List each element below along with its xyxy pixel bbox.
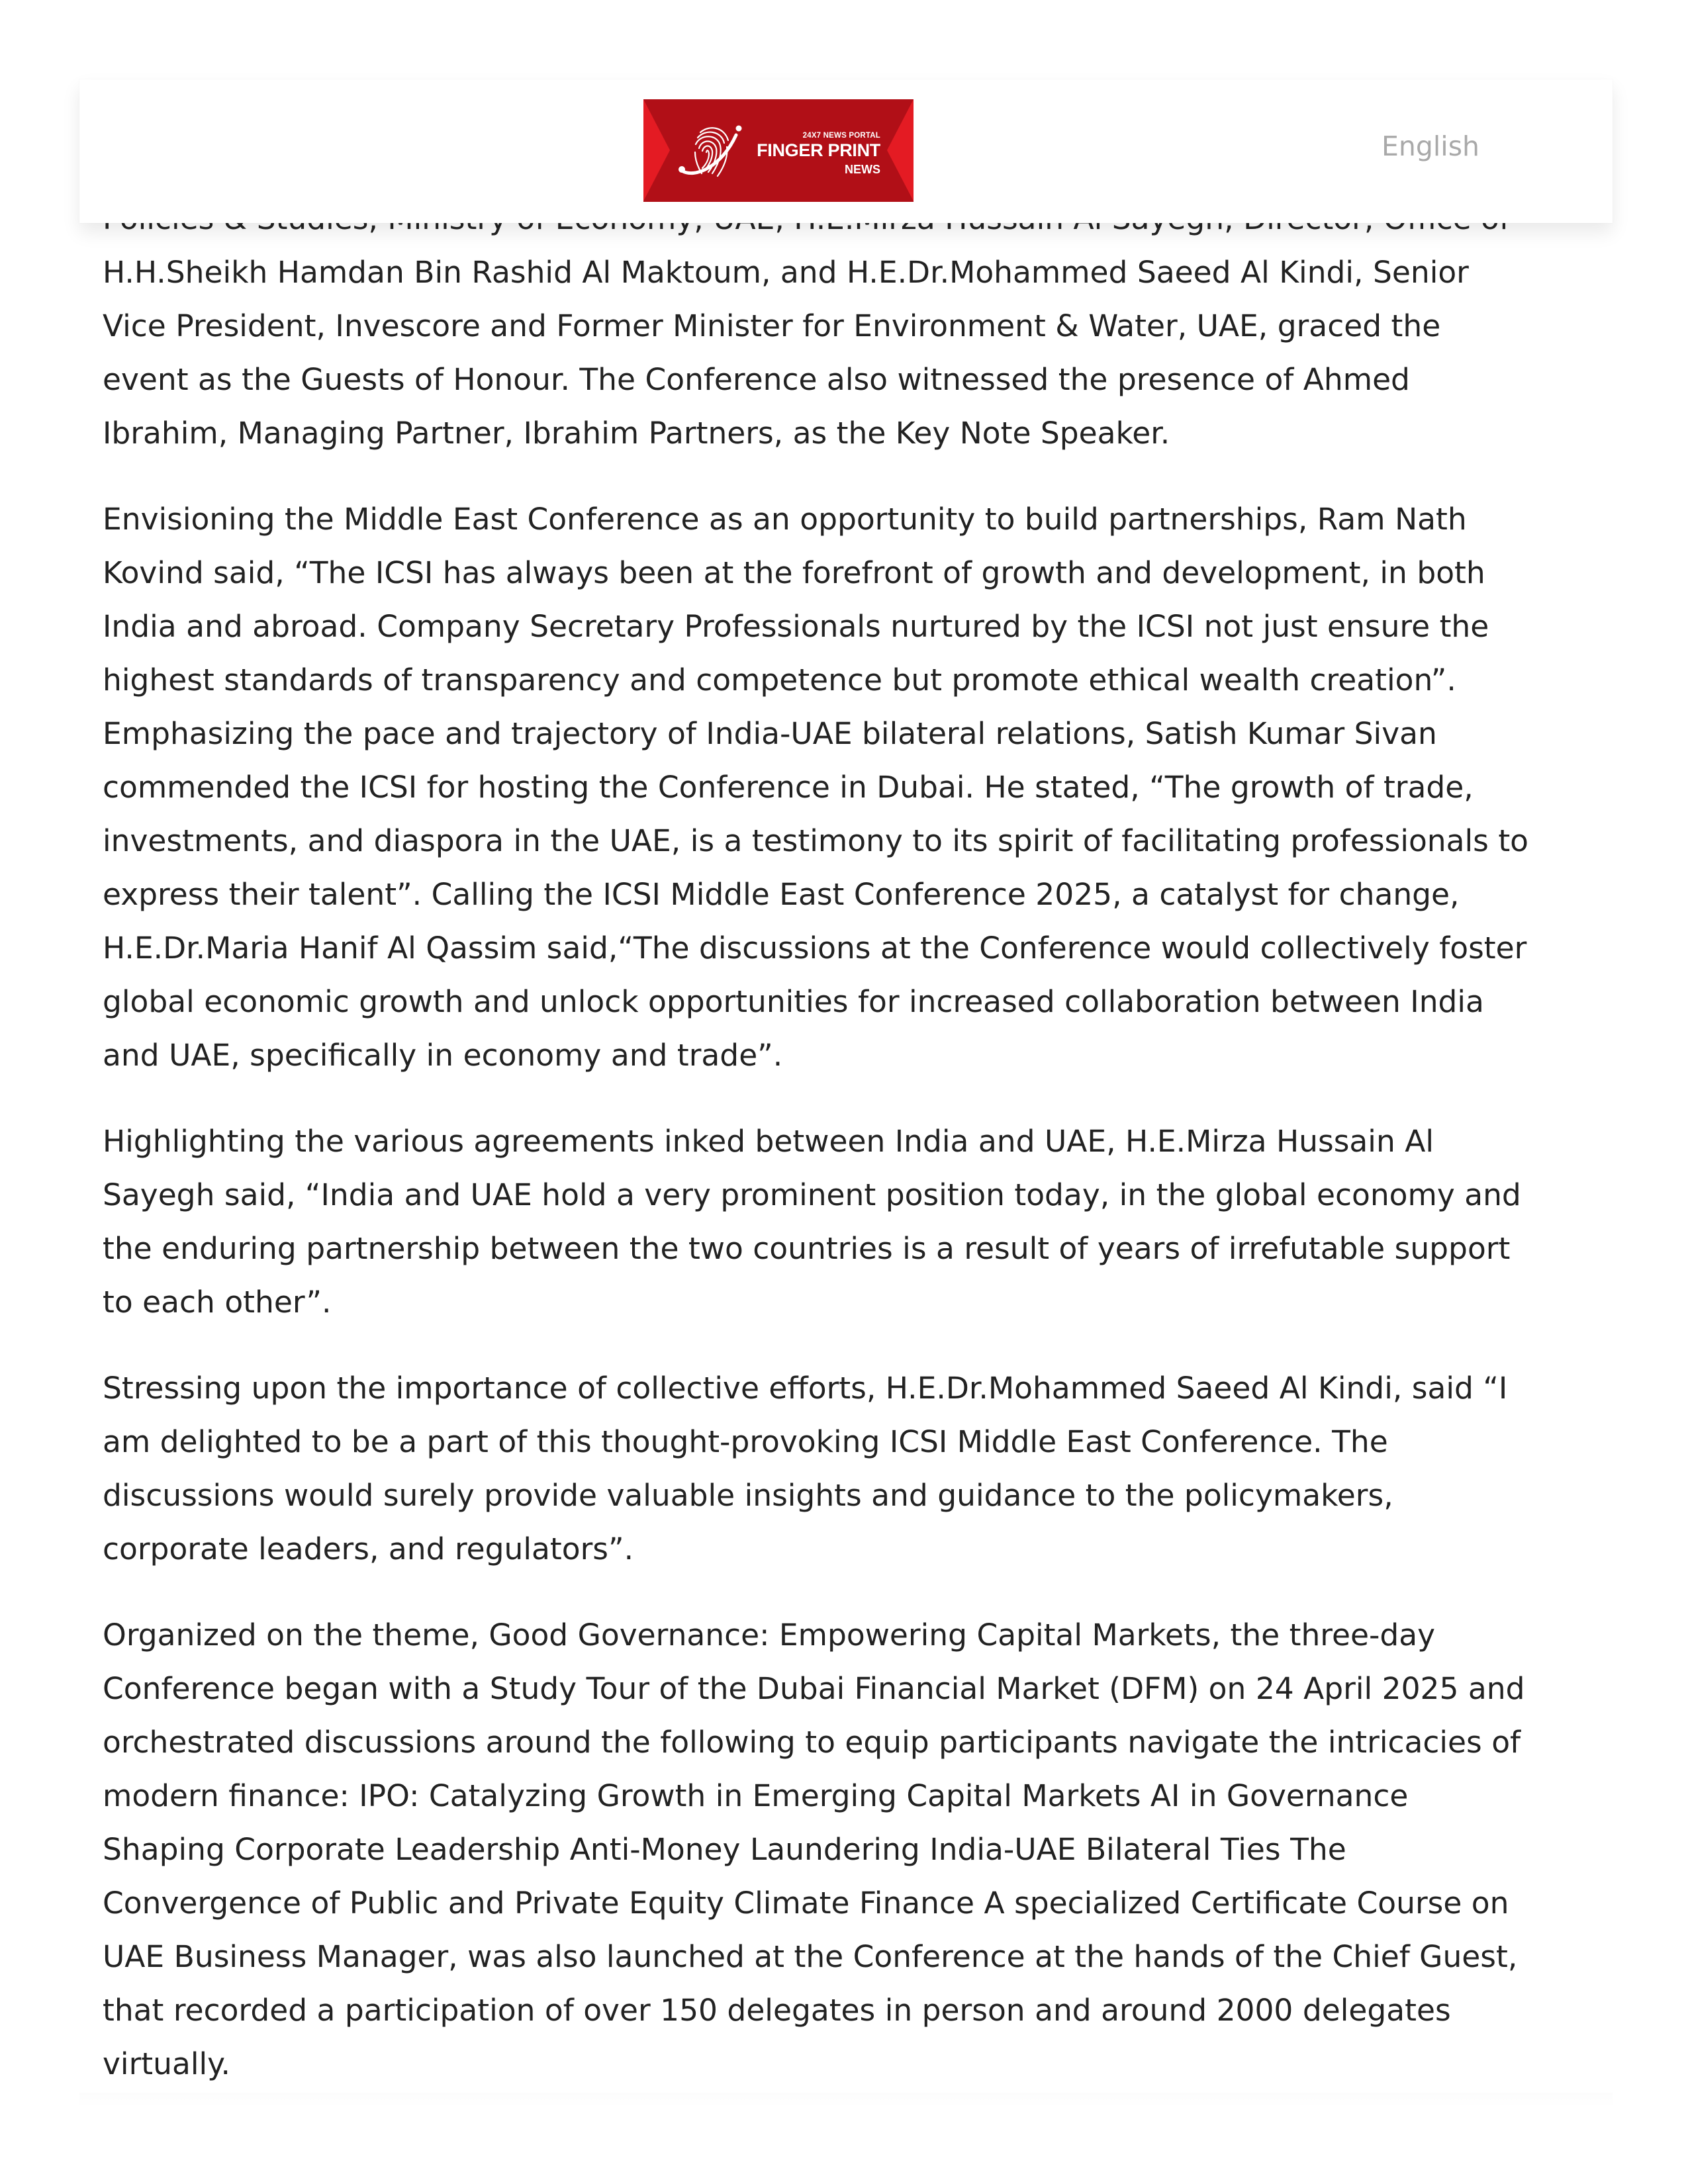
paragraph-line: Envisioning the Middle East Conference as an opportunity to build partnerships, Ram Nath [103, 502, 1467, 537]
paragraph-line: express their talent”. Calling the ICSI Middle East Conference 2025, a catalyst for change, [103, 877, 1460, 912]
paragraph-line: orchestrated discussions around the following to equip participants navigate the intricacies of [103, 1725, 1521, 1760]
paragraph-line: global economic growth and unlock opportunities for increased collaboration between India [103, 984, 1484, 1019]
paragraph-line: Vice President, Invescore and Former Minister for Environment & Water, UAE, graced the [103, 308, 1441, 343]
paragraph-line: investments, and diaspora in the UAE, is a testimony to its spirit of facilitating professionals to [103, 823, 1529, 858]
paragraph-line: commended the ICSI for hosting the Conference in Dubai. He stated, “The growth of trade, [103, 770, 1474, 805]
article-paragraph-4 [103, 1361, 1605, 1576]
paragraph-line: that recorded a participation of over 150 delegates in person and around 2000 delegates [103, 1993, 1451, 2028]
paragraph-line: discussions would surely provide valuable insights and guidance to the policymakers, [103, 1478, 1393, 1513]
site-header [79, 79, 1613, 223]
paragraph-line: virtually. [103, 2046, 231, 2081]
paragraph-line: and UAE, specifically in economy and trade”. [103, 1038, 783, 1073]
logo-subtitle: NEWS [845, 163, 880, 176]
paragraph-line: Convergence of Public and Private Equity Climate Finance A specialized Certificate Course on [103, 1886, 1509, 1921]
logo-brand-name: FINGER PRINT [757, 140, 880, 160]
logo-tagline: 24X7 NEWS PORTAL [802, 132, 880, 140]
article-paragraph-3 [103, 1115, 1605, 1329]
footer-shadow-divider [79, 2093, 1613, 2107]
paragraph-line: highest standards of transparency and competence but promote ethical wealth creation”. [103, 662, 1456, 698]
paragraph-line: Shaping Corporate Leadership Anti-Money Laundering India-UAE Bilateral Ties The [103, 1832, 1346, 1867]
fingerprint-icon [675, 118, 748, 184]
article-paragraph-5 [103, 1608, 1605, 2091]
paragraph-line: Emphasizing the pace and trajectory of India-UAE bilateral relations, Satish Kumar Sivan [103, 716, 1437, 751]
paragraph-line: corporate leaders, and regulators”. [103, 1531, 634, 1567]
paragraph-line: modern finance: IPO: Catalyzing Growth in Emerging Capital Markets AI in Governance [103, 1778, 1409, 1813]
paragraph-line: Conference began with a Study Tour of the Dubai Financial Market (DFM) on 24 April 2025 and [103, 1671, 1525, 1706]
article-paragraph-2 [103, 492, 1605, 1082]
logo-chevron-left-shape [643, 99, 670, 201]
paragraph-line: India and abroad. Company Secretary Professionals nurtured by the ICSI not just ensure the [103, 609, 1489, 644]
paragraph-line: UAE Business Manager, was also launched at the Conference at the hands of the Chief Guest, [103, 1939, 1518, 1974]
paragraph-line: to each other”. [103, 1285, 332, 1320]
site-logo[interactable] [643, 99, 914, 202]
article-paragraph-1 [103, 192, 1605, 460]
paragraph-line: Highlighting the various agreements inked between India and UAE, H.E.Mirza Hussain Al [103, 1124, 1434, 1159]
logo-chevron-right-shape [887, 99, 914, 201]
paragraph-line: am delighted to be a part of this thought-provoking ICSI Middle East Conference. The [103, 1424, 1388, 1459]
paragraph-line: the enduring partnership between the two countries is a result of years of irrefutable support [103, 1231, 1511, 1266]
paragraph-line: event as the Guests of Honour. The Conference also witnessed the presence of Ahmed [103, 362, 1410, 397]
language-selector[interactable]: English [1382, 130, 1480, 162]
paragraph-line: Kovind said, “The ICSI has always been at the forefront of growth and development, in both [103, 555, 1485, 590]
paragraph-line: H.E.Dr.Maria Hanif Al Qassim said,“The discussions at the Conference would collectively foster [103, 931, 1527, 966]
paragraph-line: Stressing upon the importance of collective efforts, H.E.Dr.Mohammed Saeed Al Kindi, said “I [103, 1371, 1508, 1406]
paragraph-line: Sayegh said, “India and UAE hold a very prominent position today, in the global economy and [103, 1177, 1521, 1212]
article-body [103, 192, 1605, 2123]
paragraph-line: Ibrahim, Managing Partner, Ibrahim Partners, as the Key Note Speaker. [103, 416, 1170, 451]
paragraph-line: H.H.Sheikh Hamdan Bin Rashid Al Maktoum, and H.E.Dr.Mohammed Saeed Al Kindi, Senior [103, 255, 1469, 290]
paragraph-line: Organized on the theme, Good Governance: Empowering Capital Markets, the three-day [103, 1617, 1436, 1653]
